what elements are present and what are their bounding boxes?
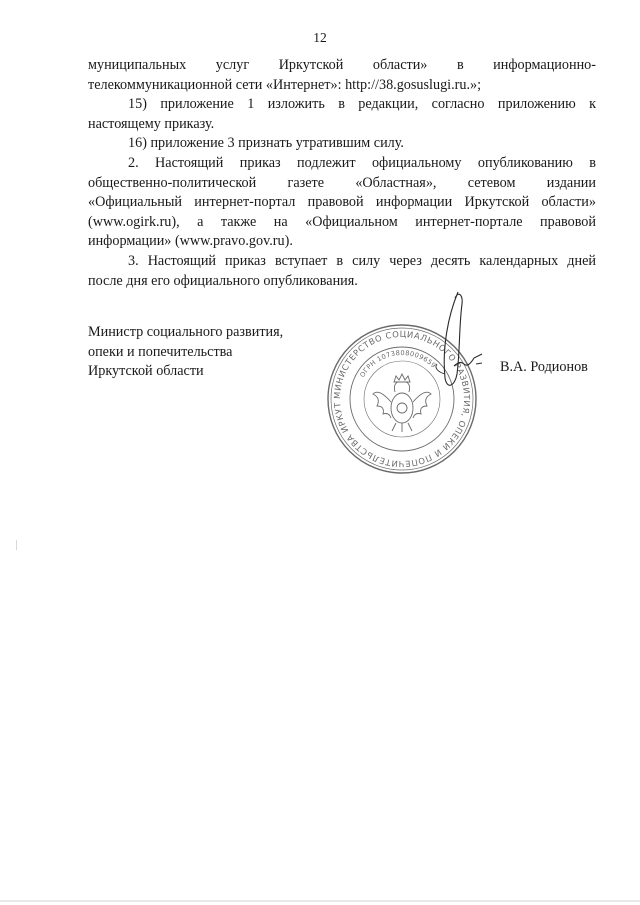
- list-item-16: 16) приложение 3 признать утратившим силу.: [128, 135, 404, 152]
- paragraph-2-line: «Официальный интернет-портал правовой информации Иркутской области»: [88, 194, 596, 211]
- list-item-15-continuation: настоящему приказу.: [88, 115, 215, 132]
- signer-name: В.А. Родионов: [500, 359, 588, 375]
- seal-inner-text: ОГРН 1073808009659: [358, 348, 438, 379]
- paragraph-2-line: информации» (www.pravo.gov.ru).: [88, 233, 293, 250]
- paragraph-2-line: (www.ogirk.ru), а также на «Официальном интернет-портале правовой: [88, 213, 596, 230]
- text-line: муниципальных услуг Иркутской области» в информационно-: [88, 57, 596, 73]
- paragraph-3-line: после дня его официального опубликования.: [88, 272, 358, 289]
- paragraph-2-line: общественно-политической газете «Областная», сетевом издании: [88, 174, 596, 191]
- handwritten-signature: [428, 286, 488, 401]
- coat-of-arms-icon: [373, 374, 431, 432]
- page-bottom-edge: [0, 900, 640, 902]
- paragraph-2: 2. Настоящий приказ подлежит официальному опубликованию в: [128, 154, 596, 171]
- text-line: телекоммуникационной сети «Интернет»: http://38.gosuslugi.ru.»;: [88, 76, 482, 93]
- scan-artifact: [16, 540, 17, 550]
- list-item-15: 15) приложение 1 изложить в редакции, согласно приложению к: [128, 96, 596, 113]
- page-number: 12: [313, 30, 327, 45]
- document-body: [88, 56, 596, 291]
- signer-position-line: опеки и попечительства: [88, 343, 233, 360]
- seal-outer-text: МИНИСТЕРСТВО СОЦИАЛЬНОГО РАЗВИТИЯ, ОПЕКИ И ПОПЕЧИТЕЛЬСТВА ИРКУТ: [331, 328, 473, 470]
- signer-position-line: Министр социального развития,: [88, 324, 284, 340]
- signer-position: [88, 323, 283, 382]
- signer-position-line: Иркутской области: [88, 363, 204, 380]
- svg-text:ОГРН 1073808009659: [358, 349, 437, 379]
- paragraph-3: 3. Настоящий приказ вступает в силу через десять календарных дней: [128, 252, 596, 269]
